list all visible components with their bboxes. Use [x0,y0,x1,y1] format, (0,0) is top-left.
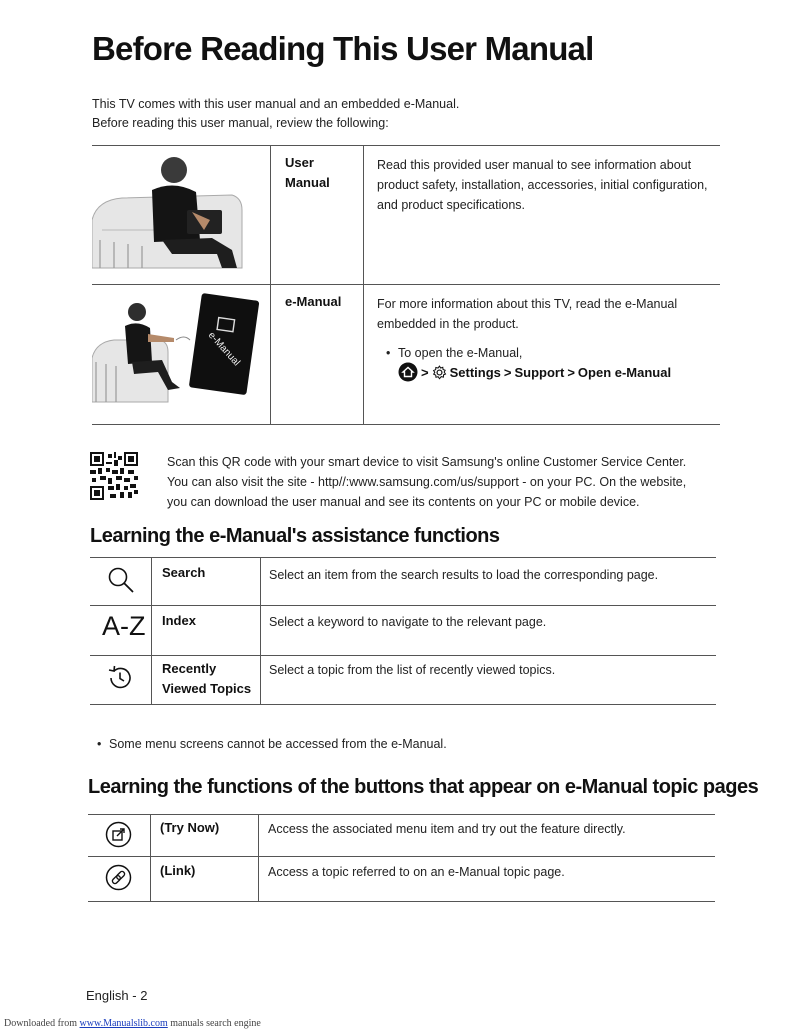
index-desc: Select a keyword to navigate to the relevant page. [269,615,547,629]
table-divider [151,557,152,704]
index-icon: A-Z [102,611,146,641]
table-rule [90,605,716,606]
try-now-label: (Try Now) [160,820,220,835]
table-divider [150,814,151,901]
recently-viewed-desc: Select a topic from the list of recently viewed topics. [269,663,556,677]
open-e-manual-bullet: • To open the e-Manual, [398,343,522,363]
table-divider [260,557,261,704]
history-icon [106,664,134,692]
search-icon [107,566,135,594]
label-line: Recently [162,661,217,676]
table-divider [270,145,271,424]
qr-description: Scan this QR code with your smart device to visit Samsung's online Customer Service Center. You can also visit the site - http//:www.samsung.com/us/support - on your PC. On the website, you can download the user manual and see its contents on your PC or mobile device. [167,455,687,509]
table-rule [92,424,720,425]
table-rule [90,557,716,558]
e-manual-desc: For more information about this TV, read the e-Manual embedded in the product. [377,297,678,331]
page-title: Before Reading This User Manual [92,30,594,67]
intro-line-1: This TV comes with this user manual and an embedded e-Manual. [92,97,460,111]
try-now-icon [105,821,132,848]
table-rule [92,145,720,146]
recently-viewed-label [162,659,251,699]
table-rule [90,655,716,656]
try-now-desc: Access the associated menu item and try out the feature directly. [268,822,626,836]
home-icon [398,362,418,382]
download-prefix: Downloaded from [4,1018,78,1029]
label-line: Manual [285,175,330,190]
table-divider [363,145,364,424]
tv-screen-text: e-Manual [205,330,242,369]
section-heading-buttons: Learning the functions of the buttons that appear on e-Manual topic pages [88,776,759,798]
download-suffix: manuals search engine [170,1018,261,1029]
manualslib-link[interactable]: www.Manualslib.com [79,1018,168,1029]
path-separator: > [567,364,575,380]
person-reading-illustration [92,150,267,275]
settings-label: Settings [449,364,501,380]
section-heading-assistance: Learning the e-Manual's assistance functions [90,525,500,547]
table-rule [88,856,715,857]
label-line: Viewed Topics [162,681,252,696]
menu-path [398,362,671,382]
settings-icon [432,365,447,380]
e-manual-label: e-Manual [285,294,342,309]
download-credit [4,1018,261,1029]
note-bullet: • Some menu screens cannot be accessed from the e-Manual. [109,734,447,754]
link-desc: Access a topic referred to on an e-Manual topic page. [268,865,565,879]
user-manual-desc: Read this provided user manual to see information about product safety, installation, accessories, initial configuration, and product specifications. [377,158,708,212]
intro-text [92,95,459,133]
qr-code-image [90,452,138,500]
person-remote-illustration [92,290,267,415]
label-line: User [285,155,314,170]
search-desc: Select an item from the search results to load the corresponding page. [269,568,659,582]
table-rule [92,284,720,285]
path-separator: > [503,364,512,380]
link-icon [105,864,132,891]
path-separator: > [421,364,429,380]
page-footer: English - 2 [86,988,148,1003]
open-e-manual-label: Open e-Manual [577,364,672,380]
intro-line-2: Before reading this user manual, review the following: [92,116,389,130]
link-label: (Link) [160,863,196,878]
index-label: Index [162,613,196,628]
user-manual-label [285,153,330,193]
support-label: Support [514,364,565,380]
table-rule [88,901,715,902]
search-label: Search [162,565,206,580]
table-rule [88,814,715,815]
table-divider [258,814,259,901]
table-rule [90,704,716,705]
